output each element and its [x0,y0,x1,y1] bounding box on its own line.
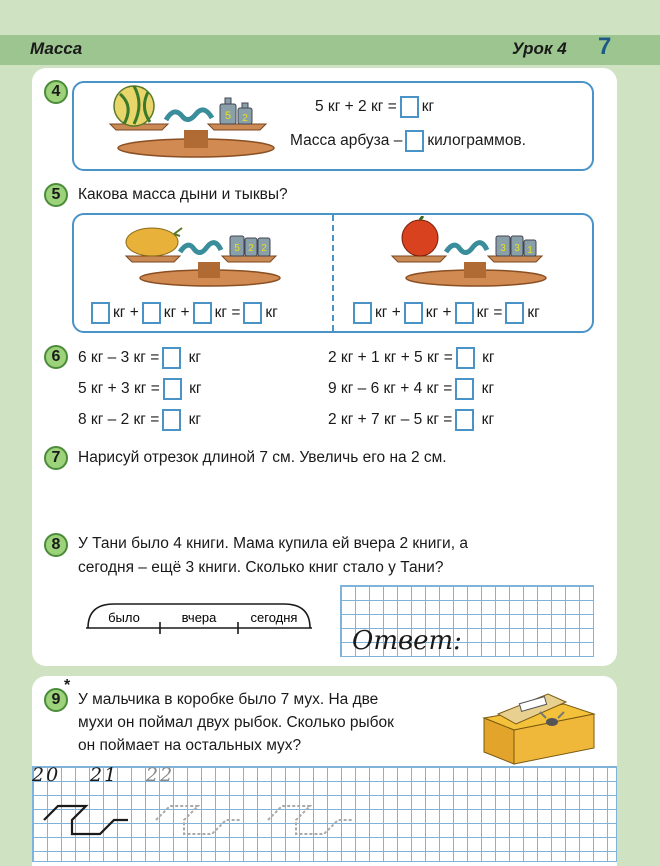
section-title: Масса [30,39,83,58]
page-number: 7 [598,33,612,60]
task-7-text: Нарисуй отрезок длиной 7 см. Увеличь его на 2 см. [78,449,447,466]
task-5-left-equation: кг + кг + кг = кг [88,302,278,324]
task-8-line-1: У Тани было 4 книги. Мама купила ей вчера 2 книги, а [78,535,468,552]
unit-label: кг [425,304,439,321]
unit-label: кг [481,411,495,428]
task-9-line-2: мухи он поймал двух рыбок. Сколько рыбок [78,714,394,731]
task-8-number: 8 [44,533,68,557]
scale-watermelon-illustration [96,84,286,166]
weight-label: 3 [514,243,520,254]
lesson-label: Урок 4 [512,39,567,58]
task-9-number: 9 [44,688,68,712]
answer-box[interactable] [353,302,372,324]
equation-text: 5 кг + 3 кг = [78,380,160,397]
unit-label: кг [188,411,202,428]
task-8-segment-diagram [84,598,314,638]
equation-text: 2 кг + 7 кг – 5 кг = [328,411,453,428]
task-6-number: 6 [44,345,68,369]
task-4-number: 4 [44,80,68,104]
task-4-equation [315,96,434,118]
unit-label: кг [482,349,495,366]
equation-text: 9 кг – 6 кг + 4 кг = [328,380,453,397]
unit-label: кг [527,304,540,321]
equation-text: 8 кг – 2 кг = [78,411,160,428]
unit-label: кг [163,304,177,321]
answer-box[interactable] [405,130,424,152]
copybook-number-21: 21 [90,764,119,786]
answer-box[interactable] [162,347,181,369]
answer-box[interactable] [193,302,212,324]
unit-label: килограммов. [427,132,526,149]
copybook-number-20: 20 [32,764,61,786]
answer-box[interactable] [91,302,110,324]
equation-text: 6 кг – 3 кг = [78,349,160,366]
answer-box[interactable] [162,409,181,431]
copybook-number-22: 22 [146,764,175,786]
answer-box[interactable] [400,96,419,118]
task-6-left-row-1 [78,347,201,369]
diagram-label-yesterday: вчера [181,610,217,625]
header-bar [0,35,660,65]
scale-pumpkin-illustration [384,216,554,292]
answer-box[interactable] [455,302,474,324]
answer-box[interactable] [243,302,262,324]
task-5-question: Какова масса дыни и тыквы? [78,186,288,203]
diagram-label-was: было [108,610,140,625]
answer-box[interactable] [163,378,182,400]
unit-label: кг [421,98,435,115]
unit-label: кг [113,304,126,321]
task-9-line-1: У мальчика в коробке было 7 мух. На две [78,691,379,708]
answer-box[interactable] [142,302,161,324]
matchbox-fly-illustration [478,684,598,768]
task-4-equation-text: 5 кг + 2 кг = [315,98,397,115]
task-6-left-row-2 [78,378,202,400]
task-6-left-row-3 [78,409,201,431]
unit-label: кг [476,304,490,321]
task-9-line-3: он поймает на остальных мух? [78,737,302,754]
weight-5-label: 5 [224,110,232,122]
task-6-right-row-2 [328,378,494,400]
answer-box[interactable] [455,409,474,431]
equation-text: 2 кг + 1 кг + 5 кг = [328,349,453,366]
weight-label: 2 [261,243,267,254]
weight-label: 2 [248,243,254,254]
task-6-right-row-1 [328,347,495,369]
unit-label: кг [188,349,202,366]
diagram-label-today: сегодня [250,610,298,625]
answer-box[interactable] [505,302,524,324]
weight-2-label: 2 [242,113,248,124]
answer-label: Ответ: [352,626,462,656]
answer-box[interactable] [404,302,423,324]
task-5-number: 5 [44,183,68,207]
task-4-mass-line [290,130,526,152]
task-5-right-equation: кг + кг + кг = кг [350,302,540,324]
task-4-mass-text: Масса арбуза – [290,132,403,149]
weight-label: 1 [527,245,533,256]
task-5-divider [332,215,334,331]
unit-label: кг [214,304,228,321]
scale-melon-illustration [118,220,288,292]
weight-label: 5 [234,243,240,254]
unit-label: кг [375,304,388,321]
answer-box[interactable] [456,347,475,369]
weight-label: 3 [500,243,506,254]
copybook-zigzag-pattern [32,790,362,840]
unit-label: кг [481,380,495,397]
unit-label: кг [189,380,202,397]
task-7-number: 7 [44,446,68,470]
answer-box[interactable] [455,378,474,400]
task-8-line-2: сегодня – ещё 3 книги. Сколько книг стало у Тани? [78,559,444,576]
task-6-right-row-3 [328,409,494,431]
unit-label: кг [265,304,278,321]
task-9-star: * [64,677,71,694]
